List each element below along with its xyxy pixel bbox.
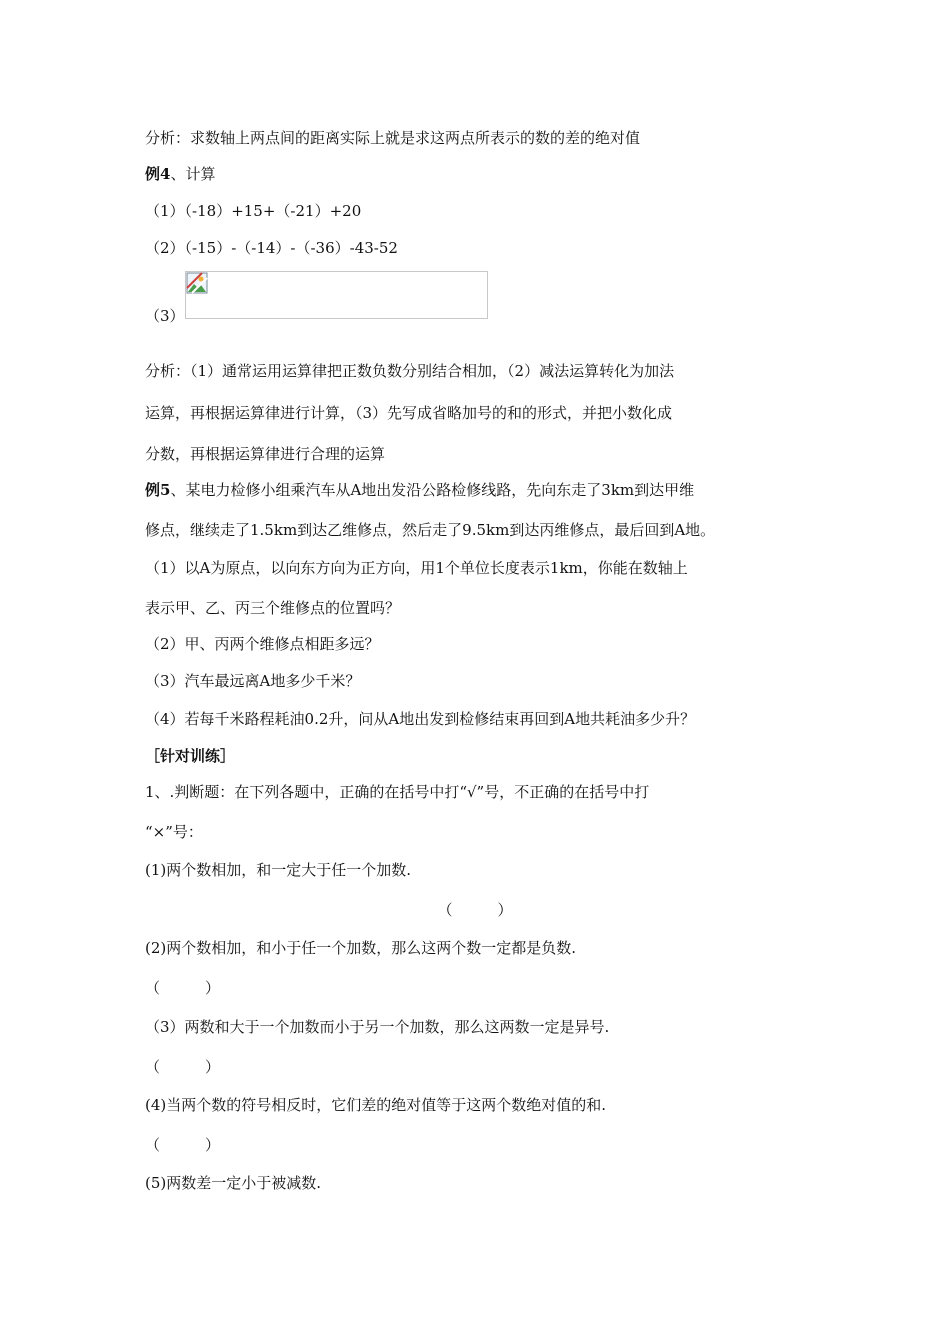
example-5-line-1 <box>145 480 694 500</box>
judgement-item-4: (4)当两个数的符号相反时，它们差的绝对值等于这两个数绝对值的和. <box>145 1096 607 1114</box>
example-5-question-1-line-1: （1）以A为原点，以向东方向为正方向，用1个单位长度表示1km，你能在数轴上 <box>145 559 688 577</box>
example-4-question-3: （3） <box>145 307 185 325</box>
example-4-question-2: （2）（-15）-（-14）-（-36）-43-52 <box>145 239 398 257</box>
answer-bracket-3: （ ） <box>145 1058 221 1076</box>
judgement-item-2: (2)两个数相加，和小于任一个加数，那么这两个数一定都是负数. <box>145 939 577 957</box>
example-4-title: 、计算 <box>170 165 216 183</box>
formula-image-placeholder <box>185 271 488 319</box>
example-4-analysis-line-2: 运算，再根据运算律进行计算，（3）先写成省略加号的和的形式，并把小数化成 <box>145 404 673 422</box>
analysis-distance: 分析：求数轴上两点间的距离实际上就是求这两点所表示的数的差的绝对值 <box>145 129 641 147</box>
example-5-label: 例5 <box>145 481 171 499</box>
example-4-label: 例4 <box>145 165 171 183</box>
answer-bracket-1: （ ） <box>437 901 513 919</box>
answer-bracket-2: （ ） <box>145 979 221 997</box>
example-5-text-1: 、某电力检修小组乘汽车从A地出发沿公路检修线路，先向东走了3km到达甲维 <box>170 481 695 499</box>
training-heading: ［针对训练］ <box>145 747 236 765</box>
example-5-line-2: 修点，继续走了1.5km到达乙维修点，然后走了9.5km到达丙维修点，最后回到A地。 <box>145 521 716 539</box>
example-4-heading <box>145 164 215 184</box>
answer-bracket-4: （ ） <box>145 1136 221 1154</box>
example-5-question-4: （4）若每千米路程耗油0.2升，问从A地出发到检修结束再回到A地共耗油多少升？ <box>145 710 696 728</box>
judgement-item-3: （3）两数和大于一个加数而小于另一个加数，那么这两数一定是异号. <box>145 1018 610 1036</box>
example-5-question-3: （3）汽车最远离A地多少千米？ <box>145 672 361 690</box>
example-4-question-1: （1）（-18）+15+（-21）+20 <box>145 202 362 220</box>
training-intro-line-2: “×”号： <box>145 823 203 841</box>
example-5-question-1-line-2: 表示甲、乙、丙三个维修点的位置吗？ <box>145 599 401 617</box>
example-5-question-2: （2）甲、丙两个维修点相距多远？ <box>145 635 380 653</box>
judgement-item-1: (1)两个数相加，和一定大于任一个加数. <box>145 861 412 879</box>
example-4-analysis-line-1: 分析：（1）通常运用运算律把正数负数分别结合相加，（2）减法运算转化为加法 <box>145 362 675 380</box>
judgement-item-5: (5)两数差一定小于被减数. <box>145 1174 322 1192</box>
broken-image-icon <box>186 272 208 294</box>
training-intro-line-1: 1、.判断题：在下列各题中，正确的在括号中打“√”号，不正确的在括号中打 <box>145 783 650 801</box>
example-4-analysis-line-3: 分数，再根据运算律进行合理的运算 <box>145 445 386 463</box>
